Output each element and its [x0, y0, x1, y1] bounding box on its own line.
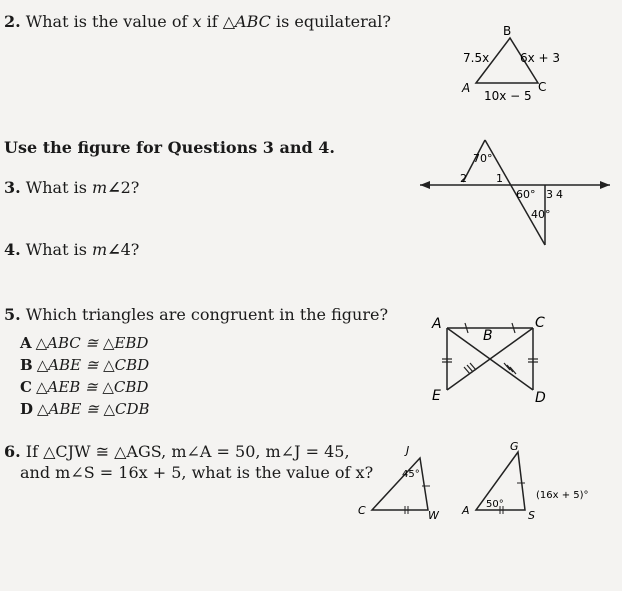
option-letter: B — [20, 356, 33, 374]
question-3-m: m — [92, 178, 108, 197]
question-4-text-b: 4? — [120, 240, 140, 259]
question-4-text-a: What is — [25, 240, 93, 259]
label-c: C — [535, 315, 545, 331]
label-a: A — [462, 81, 471, 95]
option-text: △ABE ≅ △CDB — [37, 400, 150, 418]
question-2-text-c: is equilateral? — [270, 12, 391, 31]
label-j: J — [406, 444, 410, 457]
side-ab-label: 7.5x — [463, 51, 490, 65]
label-a: A — [432, 316, 442, 332]
question-3-text-b: 2? — [120, 178, 140, 197]
option-letter: A — [20, 334, 32, 352]
label-b: B — [503, 24, 512, 38]
question-4-m: m — [92, 240, 108, 259]
label-e: E — [432, 388, 441, 404]
question-6-number: 6. — [4, 442, 21, 461]
label-c: C — [358, 504, 366, 517]
question-6-line-1: If △CJW ≅ △AGS, m∠A = 50, m∠J = 45, — [25, 442, 350, 461]
option-text: △ABC ≅ △EBD — [35, 334, 149, 352]
angle-expression-label: (16x + 5)° — [536, 490, 589, 501]
angle-50-label: 50° — [486, 499, 504, 510]
angle-symbol: ∠ — [107, 240, 121, 259]
question-2-tri: ABC — [235, 12, 271, 31]
angle-4-label: 4 — [556, 188, 563, 201]
question-2-var: x — [192, 12, 202, 31]
angle-60-label: 60° — [516, 188, 536, 201]
label-w: W — [428, 509, 439, 522]
question-2-text-b: if △ — [201, 12, 236, 31]
side-bc-label: 6x + 3 — [520, 51, 561, 65]
angle-70-label: 70° — [473, 152, 493, 165]
label-b: B — [483, 328, 493, 344]
angle-40-label: 40° — [531, 208, 551, 221]
label-s: S — [528, 509, 535, 522]
question-6-line-2: and m∠S = 16x + 5, what is the value of x? — [20, 463, 374, 482]
label-g: G — [510, 440, 519, 453]
option-text: △ABE ≅ △CBD — [36, 356, 150, 374]
question-2-number: 2. — [4, 12, 21, 31]
option-letter: D — [20, 400, 34, 418]
question-5-number: 5. — [4, 305, 21, 324]
label-d: D — [535, 390, 546, 406]
label-a: A — [462, 504, 470, 517]
question-2-text-a: What is the value of — [25, 12, 193, 31]
option-text: △AEB ≅ △CBD — [35, 378, 149, 396]
question-3-number: 3. — [4, 178, 21, 197]
triangle-cjw — [372, 458, 428, 510]
question-4-number: 4. — [4, 240, 21, 259]
label-c: C — [538, 80, 547, 94]
heading-questions-3-4: Use the figure for Questions 3 and 4. — [4, 138, 335, 157]
question-3-text-a: What is — [25, 178, 93, 197]
angle-1-label: 1 — [496, 172, 503, 185]
angle-3-label: 3 — [546, 188, 553, 201]
question-5-text: Which triangles are congruent in the figure? — [25, 305, 389, 324]
option-letter: C — [20, 378, 32, 396]
side-ac-label: 10x − 5 — [484, 89, 532, 103]
angle-2-label: 2 — [460, 172, 467, 185]
angle-45-label: 45° — [402, 469, 420, 480]
angle-symbol: ∠ — [107, 178, 121, 197]
